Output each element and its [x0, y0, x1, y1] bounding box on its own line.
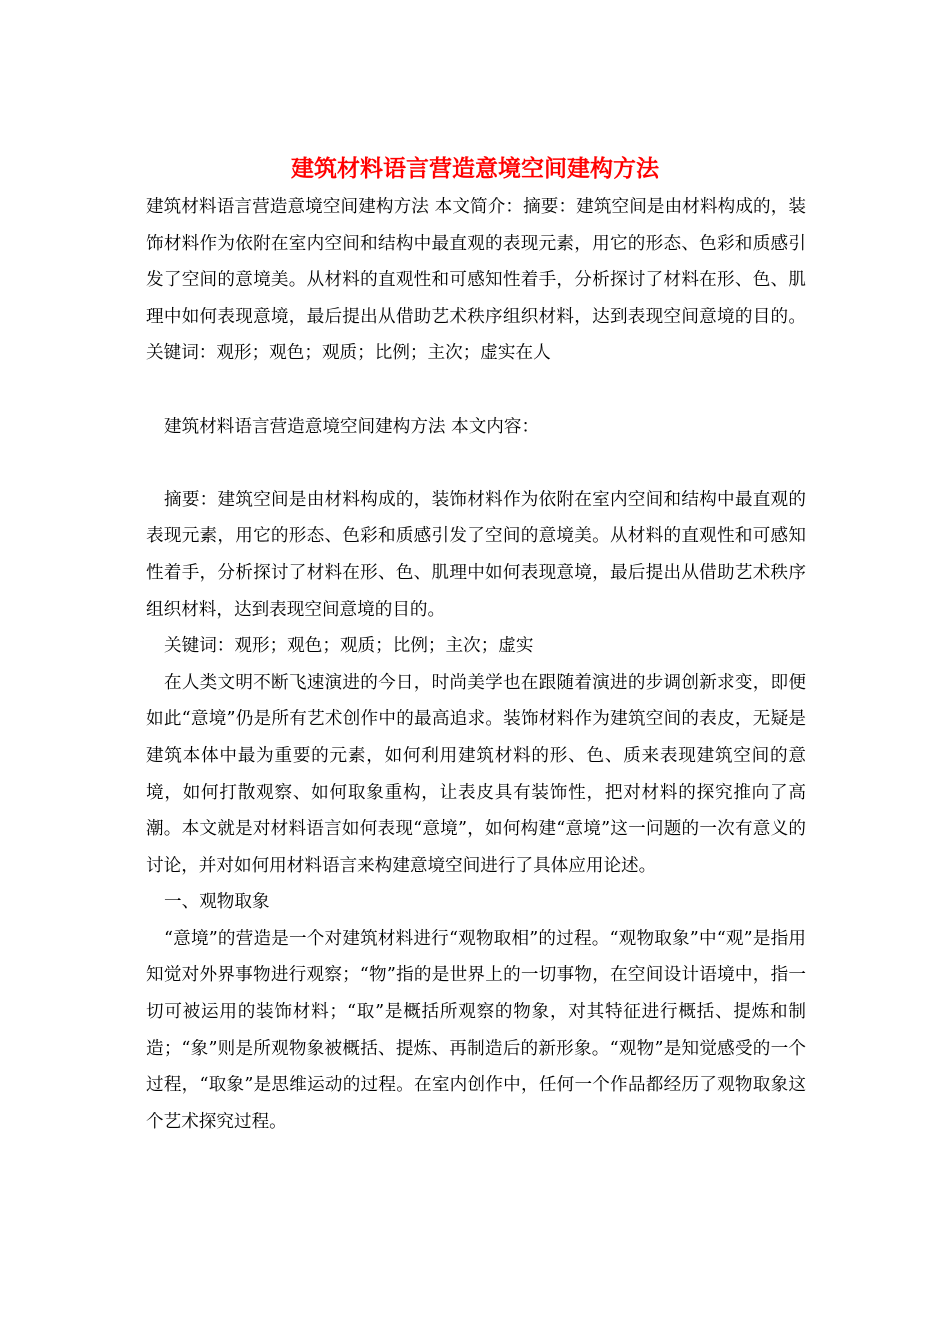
- body-paragraph-1: 在人类文明不断飞速演进的今日，时尚美学也在跟随着演进的步调创新求变，即便如此“意境”仍是所有艺术创作中的最高追求。装饰材料作为建筑空间的表皮，无疑是建筑本体中最为重要的元素，如何利用建筑材料的形、色、质来表现建筑空间的意境，如何打散观察、如何取象重构，让表皮具有装饰性，把对材料的探究推向了高潮。本文就是对材料语言如何表现“意境”，如何构建“意境”这一问题的一次有意义的讨论，并对如何用材料语言来构建意境空间进行了具体应用论述。: [146, 672, 806, 876]
- document-body: [146, 189, 806, 1140]
- section-heading-1: 一、观物取象: [164, 892, 270, 913]
- abstract-paragraph: 摘要：建筑空间是由材料构成的，装饰材料作为依附在室内空间和结构中最直观的表现元素，用它的形态、色彩和质感引发了空间的意境美。从材料的直观性和可感知性着手，分析探讨了材料在形、色、肌理中如何表现意境，最后提出从借助艺术秩序组织材料，达到表现空间意境的目的。: [146, 489, 806, 620]
- content-heading: 建筑材料语言营造意境空间建构方法 本文内容：: [164, 416, 540, 437]
- body-paragraph-2: “意境”的营造是一个对建筑材料进行“观物取相”的过程。“观物取象”中“观”是指用知觉对外界事物进行观察；“物”指的是世界上的一切事物，在空间设计语境中，指一切可被运用的装饰材料；“取”是概括所观察的物象，对其特征进行概括、提炼和制造；“象”则是所观物象被概括、提炼、再制造后的新形象。“观物”是知觉感受的一个过程，“取象”是思维运动的过程。在室内创作中，任何一个作品都经历了观物取象这个艺术探究过程。: [146, 928, 806, 1132]
- keywords-line: 关键词：观形；观色；观质；比例；主次；虚实: [164, 636, 534, 657]
- intro-paragraph: 建筑材料语言营造意境空间建构方法 本文简介：摘要：建筑空间是由材料构成的，装饰材料作为依附在室内空间和结构中最直观的表现元素，用它的形态、色彩和质感引发了空间的意境美。从材料的直观性和可感知性着手，分析探讨了材料在形、色、肌理中如何表现意境，最后提出从借助艺术秩序组织材料，达到表现空间意境的目的。关键词：观形；观色；观质；比例；主次；虚实在人: [146, 197, 806, 364]
- document-title: 建筑材料语言营造意境空间建构方法: [291, 155, 659, 182]
- blank-line: [146, 372, 806, 409]
- blank-line: [146, 445, 806, 482]
